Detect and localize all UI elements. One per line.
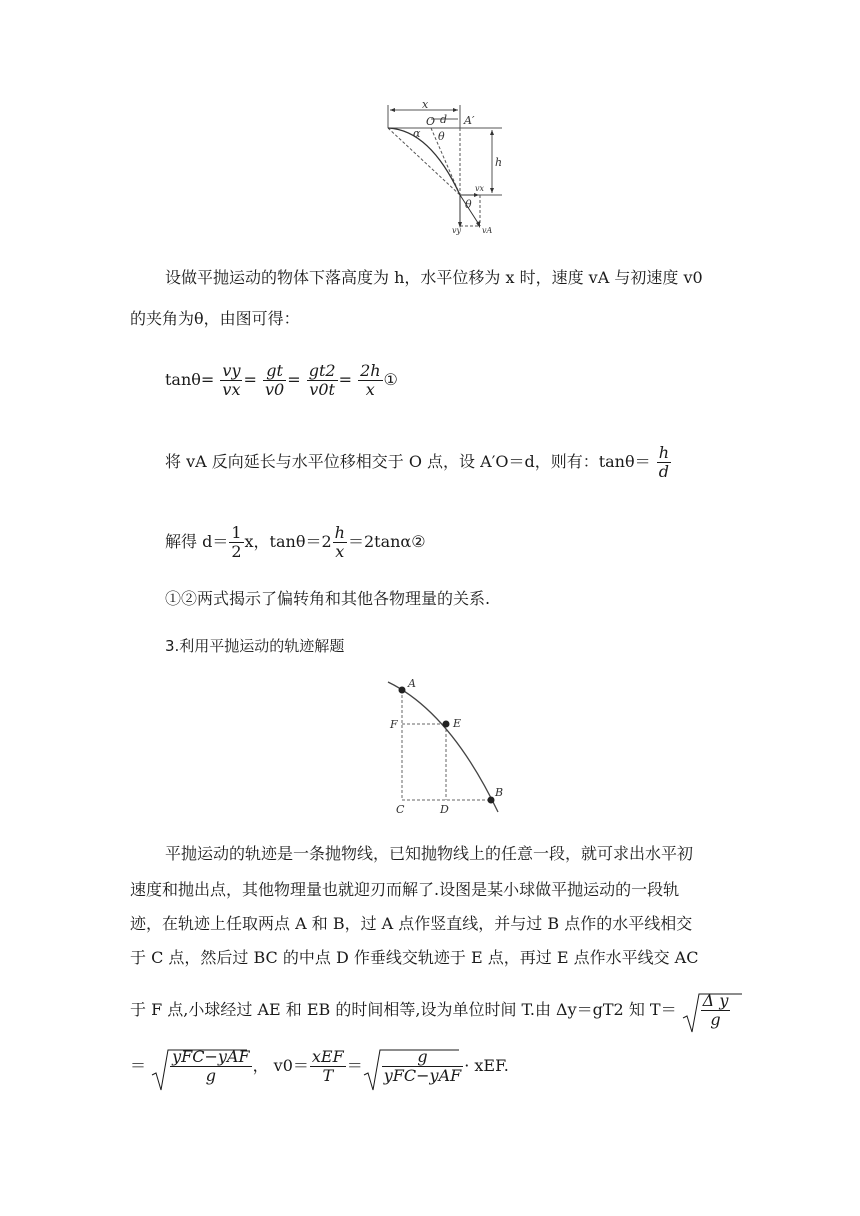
para3-frac-1: $\frac{1}{2}$ bbox=[231, 523, 242, 561]
label-F: F bbox=[390, 718, 398, 731]
eq1-frac-1: $\frac{vy}{vx}$ bbox=[222, 361, 241, 399]
paragraph-5-line-4: 于 C 点，然后过 BC 的中点 D 作垂线交轨迹于 E 点，再过 E 点作水平线交 AC bbox=[130, 948, 699, 967]
label-O: O bbox=[426, 115, 436, 128]
paragraph-5-line-1: 平抛运动的轨迹是一条抛物线，已知抛物线上的任意一段，就可求出水平初 bbox=[165, 844, 694, 863]
frac-xef-over-T: $\frac{\text{xEF}}{T}$ bbox=[311, 1047, 344, 1085]
sqrt-2: $\frac{g}{\text{yFC−yAF}}$ bbox=[363, 1048, 464, 1085]
paragraph-4: ①②两式揭示了偏转角和其他各物理量的关系. bbox=[165, 589, 491, 608]
label-B: B bbox=[495, 786, 504, 799]
label-theta-top: θ bbox=[438, 130, 445, 143]
label-D: D bbox=[440, 803, 449, 814]
label-h: h bbox=[495, 156, 503, 169]
label-vA: vA bbox=[482, 226, 493, 235]
para2-frac: $\frac{h}{d}$ bbox=[658, 443, 670, 481]
eq1-frac-4: $\frac{2h}{x}$ bbox=[360, 361, 381, 399]
paragraph-5-line-3: 迹，在轨迹上任取两点 A 和 B，过 A 点作竖直线，并与过 B 点作的水平线相交 bbox=[130, 914, 693, 933]
label-alpha: α bbox=[413, 127, 421, 140]
label-E: E bbox=[453, 717, 462, 730]
label-d: d bbox=[440, 113, 448, 126]
eq1-frac-3: $\frac{gt2}{v0t}$ bbox=[308, 361, 336, 399]
label-A-prime: A′ bbox=[464, 114, 475, 127]
label-x: x bbox=[422, 100, 429, 111]
equation-last: ＝ $\frac{\text{yFC−yAF}}{g}$ ， v0＝ $\frac{\text{xEF}}{T}$ ＝ $\frac{g}{\text{yFC−yAF}}$ · xEF. bbox=[130, 1048, 509, 1085]
paragraph-1-line-2: 的夹角为θ，由图可得： bbox=[130, 309, 300, 328]
label-vy: vy bbox=[452, 226, 462, 235]
sqrt-delta-y-over-g: $\frac{\text{Δ y}}{g}$ bbox=[682, 992, 732, 1029]
trajectory-diagram bbox=[380, 672, 520, 814]
paragraph-1-line-1: 设做平抛运动的物体下落高度为 h，水平位移为 x 时，速度 vA 与初速度 v0 bbox=[165, 268, 703, 287]
label-A: A bbox=[408, 677, 416, 690]
paragraph-3: 解得 d＝ $\frac{1}{2}$ x，tanθ＝2 $\frac{h}{x}$ ＝2tanα② bbox=[165, 523, 426, 561]
eq1-mark: ① bbox=[383, 370, 398, 389]
label-C: C bbox=[396, 803, 405, 814]
equation-1: tanθ= $\frac{vy}{vx}$ = $\frac{gt}{v0}$ = $\frac{gt2}{v0t}$ = $\frac{2h}{x}$ ① bbox=[165, 361, 398, 399]
eq1-lhs: tanθ= bbox=[165, 370, 215, 389]
paragraph-5-line-2: 速度和抛出点，其他物理量也就迎刃而解了.设图是某小球做平抛运动的一段轨 bbox=[130, 880, 680, 899]
paragraph-5-line-5: 于 F 点,小球经过 AE 和 EB 的时间相等,设为单位时间 T.由 Δy＝gT2 知 T＝ $\frac{\text{Δ y}}{g}$ bbox=[130, 992, 731, 1029]
label-theta-bottom: θ bbox=[465, 198, 472, 211]
sqrt-1: $\frac{\text{yFC−yAF}}{g}$ bbox=[151, 1048, 252, 1085]
para3-frac-2: $\frac{h}{x}$ bbox=[334, 523, 345, 561]
label-vx: vx bbox=[475, 184, 485, 193]
projectile-diagram bbox=[380, 100, 510, 240]
section-heading: 3.利用平抛运动的轨迹解题 bbox=[165, 637, 345, 655]
paragraph-2: 将 vA 反向延长与水平位移相交于 O 点，设 A′O＝d，则有：tanθ＝ $\frac{h}{d}$ bbox=[165, 443, 670, 481]
eq1-frac-2: $\frac{gt}{v0}$ bbox=[264, 361, 285, 399]
